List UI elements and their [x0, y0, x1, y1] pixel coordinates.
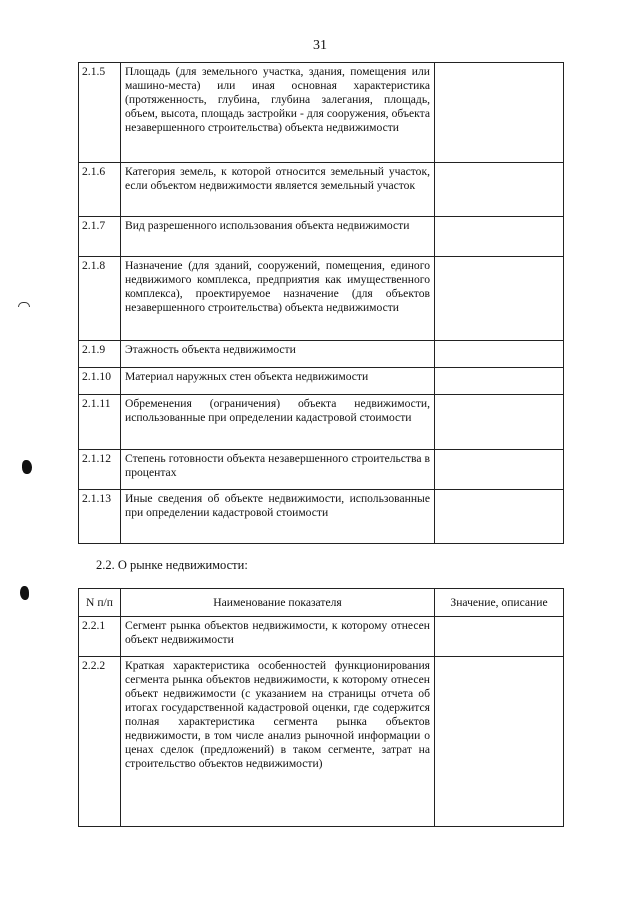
row-number: 2.1.5 [79, 63, 121, 163]
row-description: Степень готовности объекта незавершенного строительства в процентах [121, 450, 435, 490]
row-value-cell[interactable] [435, 257, 564, 341]
table-row [79, 395, 564, 450]
row-number: 2.1.9 [79, 341, 121, 368]
page-number: 31 [313, 38, 327, 53]
table-row [79, 163, 564, 217]
header-value: Значение, описание [435, 589, 564, 617]
header-name: Наименование показателя [121, 589, 435, 617]
table-row [79, 490, 564, 544]
row-value-cell[interactable] [435, 368, 564, 395]
row-number: 2.1.10 [79, 368, 121, 395]
row-description: Вид разрешенного использования объекта недвижимости [121, 217, 435, 257]
row-number: 2.1.6 [79, 163, 121, 217]
row-description: Иные сведения об объекте недвижимости, использованные при определении кадастровой стоимости [121, 490, 435, 544]
row-description: Сегмент рынка объектов недвижимости, к которому отнесен объект недвижимости [121, 617, 435, 657]
table-row [79, 657, 564, 827]
table-row [79, 63, 564, 163]
row-description: Материал наружных стен объекта недвижимости [121, 368, 435, 395]
scan-mark [22, 460, 32, 474]
header-num: N п/п [79, 589, 121, 617]
table-row [79, 217, 564, 257]
row-value-cell[interactable] [435, 450, 564, 490]
table-header-row [79, 589, 564, 617]
row-value-cell[interactable] [435, 617, 564, 657]
row-number: 2.1.7 [79, 217, 121, 257]
row-number: 2.1.12 [79, 450, 121, 490]
scan-mark [20, 586, 29, 600]
row-value-cell[interactable] [435, 490, 564, 544]
table-row [79, 341, 564, 368]
row-number: 2.2.1 [79, 617, 121, 657]
row-value-cell[interactable] [435, 63, 564, 163]
table-row [79, 368, 564, 395]
row-number: 2.2.2 [79, 657, 121, 827]
market-info-table [78, 588, 564, 827]
row-description: Краткая характеристика особенностей функционирования сегмента рынка объектов недвижимости, к которому отнесен объект недвижимости (с указанием на страницы отчета об итогах государственной кадастровой оценки, где содержится полная характеристика сегмента рынка объектов недвижимости, в том числе анализ рыночной информации о ценах сделок (предложений) в таком сегменте, затрат на строительство объектов недвижимости) [121, 657, 435, 827]
row-description: Назначение (для зданий, сооружений, помещения, единого недвижимого комплекса, предприятия как имущественного комплекса), проектируемое назначение (для объектов незавершенного строительства) объекта недвижимости [121, 257, 435, 341]
section-heading: 2.2. О рынке недвижимости: [96, 558, 248, 572]
row-description: Площадь (для земельного участка, здания, помещения или машино-места) или иная основная характеристика (протяженность, глубина, глубина залегания, площадь, объем, высота, площадь застройки - для сооружения, объекта незавершенного строительства) объекта недвижимости [121, 63, 435, 163]
table-row [79, 450, 564, 490]
row-value-cell[interactable] [435, 341, 564, 368]
row-value-cell[interactable] [435, 217, 564, 257]
row-description: Этажность объекта недвижимости [121, 341, 435, 368]
table-row [79, 617, 564, 657]
row-number: 2.1.13 [79, 490, 121, 544]
row-value-cell[interactable] [435, 163, 564, 217]
scan-mark [18, 302, 30, 307]
object-characteristics-table [78, 62, 564, 544]
row-value-cell[interactable] [435, 395, 564, 450]
row-number: 2.1.8 [79, 257, 121, 341]
row-number: 2.1.11 [79, 395, 121, 450]
row-description: Категория земель, к которой относится земельный участок, если объектом недвижимости является земельный участок [121, 163, 435, 217]
table-row [79, 257, 564, 341]
row-description: Обременения (ограничения) объекта недвижимости, использованные при определении кадастровой стоимости [121, 395, 435, 450]
row-value-cell[interactable] [435, 657, 564, 827]
